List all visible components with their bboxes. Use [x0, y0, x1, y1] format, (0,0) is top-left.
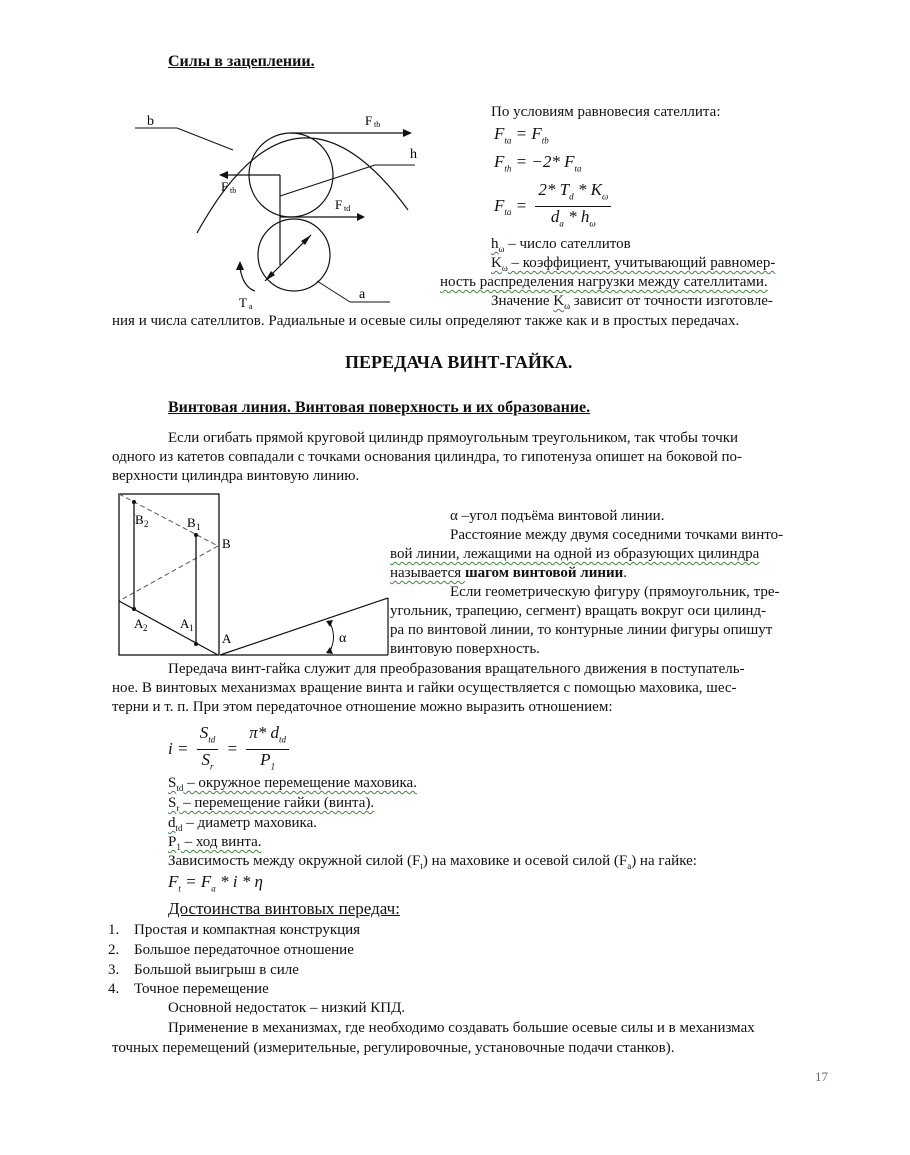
formula-eq2: $F_{th} = -2*$ $F_{ta}$ — [494, 152, 582, 174]
def-k-symbol: K — [491, 255, 502, 271]
planetary-force-diagram — [125, 95, 425, 310]
dep-text2: ) на маховике и осевой силой (F — [422, 853, 628, 869]
svg-text:tb: tb — [230, 186, 237, 195]
def-h-symbol: h — [491, 236, 499, 252]
para2-text3c: . — [623, 565, 628, 581]
svg-text:A: A — [134, 616, 144, 631]
formula-eq3: $F_{ta}$ = $\frac{2* T_d * K_\omega}{d_a * h_\omega}$ — [494, 180, 615, 234]
dep-sub2: a — [627, 861, 632, 871]
svg-text:A: A — [222, 631, 232, 646]
para3-line3: ра по винтовой линии, то контурные линии фигуры опишут — [390, 622, 773, 638]
dep-text3: ) на гайке: — [631, 853, 697, 869]
value-k-sub: ω — [564, 301, 571, 311]
def-sub: 1 — [176, 842, 181, 852]
para2-text3a: называется — [390, 565, 465, 581]
force-formula: $F_t = F_a * i * \eta$ — [168, 872, 263, 894]
eq3-lhs-sub: ta — [504, 207, 512, 218]
svg-text:B: B — [222, 536, 231, 551]
svg-text:B: B — [135, 512, 144, 527]
eq2-lhs: F — [494, 152, 505, 171]
ratio-f1-den: S — [201, 750, 210, 770]
force-tail: * i * η — [215, 872, 263, 891]
svg-text:1: 1 — [196, 522, 201, 532]
helix-pitch-term: шагом винтовой линии — [464, 565, 624, 581]
para1-line2: одного из катетов совпадали с точками основания цилиндра, то гипотенуза опишет на боковой по- — [112, 449, 743, 465]
svg-text:1: 1 — [189, 623, 194, 633]
section-title-gear-forces: Силы в зацеплении. — [168, 53, 315, 70]
svg-text:a: a — [249, 302, 253, 310]
def-sub: td — [175, 823, 183, 833]
application-line1: Применение в механизмах, где необходимо создавать большие осевые силы и в механизмах — [168, 1020, 755, 1036]
advantage-item — [108, 960, 299, 980]
page-number: 17 — [815, 1069, 828, 1084]
svg-text:T: T — [239, 295, 247, 310]
ratio-f1-num-sub: td — [208, 734, 216, 745]
def-k-sub: ω — [501, 263, 508, 273]
item-text: Простая и компактная конструкция — [134, 922, 361, 938]
ratio-lhs: i — [168, 738, 173, 758]
value-k-1a: Значение — [491, 293, 554, 309]
eq1-rhs: F — [531, 124, 542, 143]
eq3-den2-sub: ω — [589, 218, 596, 229]
application-line2: точных перемещений (измерительные, регулировочные, установочные подачи станков). — [112, 1040, 675, 1056]
svg-text:F: F — [335, 197, 343, 212]
para2-line2: вой линии, лежащими на одной из образующих цилиндра — [390, 546, 760, 562]
eq1-lhs-sub: ta — [504, 135, 512, 146]
eq3-num: 2* T — [538, 180, 570, 199]
advantages-title: Достоинства винтовых передач: — [168, 899, 400, 918]
ratio-f2-den: P — [260, 750, 271, 770]
para2-line1 — [450, 525, 783, 545]
def-h-text: – число сателлитов — [504, 236, 631, 252]
svg-text:2: 2 — [143, 623, 148, 633]
item-text: Большой выигрыш в силе — [134, 962, 299, 978]
eq3-den: d — [550, 207, 560, 227]
para2-text1: Расстояние между двумя соседними точками винто- — [450, 527, 784, 543]
def-k-line2: ность распределения нагрузки между сателлитами. — [440, 274, 768, 290]
advantage-item — [108, 940, 354, 960]
svg-text:B: B — [187, 515, 196, 530]
svg-text:2: 2 — [144, 519, 149, 529]
eq1-lhs: F — [494, 124, 505, 143]
eq3-fraction — [535, 180, 611, 234]
ratio-fraction1 — [197, 723, 219, 777]
subtitle-helix: Винтовая линия. Винтовая поверхность и их образование. — [168, 399, 591, 416]
para1-line1: Если огибать прямой круговой цилиндр прямоугольным треугольником, так чтобы точки — [168, 430, 739, 446]
svg-text:td: td — [344, 204, 351, 213]
svg-text:b: b — [147, 114, 154, 129]
ratio-f2-num: π* d — [249, 723, 279, 742]
svg-text:α: α — [339, 631, 347, 646]
ratio-f2-den-sub: 1 — [270, 761, 276, 772]
svg-text:F: F — [221, 179, 229, 194]
ratio-formula: i = $\frac{S_{td}}{S_r}$ = $\frac{\pi* d_{td}}{P_1}$ — [168, 723, 293, 777]
eq1-rhs-sub: tb — [541, 135, 549, 146]
para1-line3: верхности цилиндра винтовую линию. — [112, 468, 360, 484]
svg-text:h: h — [410, 147, 417, 162]
item-number: 3. — [108, 962, 120, 978]
eq3-den-sub: a — [559, 218, 564, 229]
eq3-num2-sub: ω — [601, 191, 609, 202]
para4-line2: ное. В винтовых механизмах вращение винта и гайки осуществляется с помощью маховика, шес- — [112, 680, 737, 696]
para3-line1: Если геометрическую фигуру (прямоугольник, тре- — [450, 584, 780, 600]
def-text: – ход винта. — [180, 834, 262, 850]
helix-diagram — [110, 490, 395, 660]
eq2-rhs: −2* F — [531, 152, 575, 171]
item-number: 4. — [108, 981, 120, 997]
def-text: – перемещение гайки (винта). — [179, 795, 375, 811]
para3-line2: угольник, трапецию, сегмент) вращать вокруг оси цилинд- — [390, 603, 767, 619]
value-k-symbol: K — [553, 293, 565, 309]
def-k-text1: – коэффициент, учитывающий равномер- — [507, 255, 776, 271]
item-text: Большое передаточное отношение — [134, 942, 354, 958]
main-drawback: Основной недостаток – низкий КПД. — [168, 1000, 406, 1016]
eq2-lhs-sub: th — [504, 163, 512, 174]
force-lhs: F — [168, 872, 179, 891]
def-sub: td — [176, 783, 184, 793]
force-rhs: F — [200, 872, 212, 891]
def-text: – окружное перемещение маховика. — [183, 775, 417, 791]
eq2-rhs-sub: ta — [574, 163, 582, 174]
section-title-screw-nut: ПЕРЕДАЧА ВИНТ-ГАЙКА. — [345, 352, 573, 372]
svg-text:tb: tb — [374, 120, 381, 129]
def-sub: r — [176, 803, 180, 813]
ratio-f1-num: S — [199, 723, 209, 742]
dep-text1: Зависимость между окружной силой (F — [168, 853, 421, 869]
advantage-item — [108, 920, 360, 940]
eq3-num2: * K — [573, 180, 602, 199]
svg-text:A: A — [180, 616, 190, 631]
eq3-den2: * h — [563, 207, 590, 227]
item-number: 1. — [108, 922, 120, 938]
advantage-item — [108, 979, 269, 999]
eq3-num-sub: d — [569, 191, 574, 202]
force-lhs-sub: t — [178, 883, 181, 894]
def-symbol: d — [168, 815, 176, 831]
svg-text:F: F — [365, 113, 373, 128]
alpha-definition: α –угол подъёма винтовой линии. — [450, 508, 665, 524]
item-number: 2. — [108, 942, 120, 958]
dep-sub1: t — [420, 861, 423, 871]
svg-text:a: a — [359, 287, 366, 302]
para2-line3 — [390, 563, 627, 583]
def-text: – диаметр маховика. — [182, 815, 318, 831]
formula-eq1: $F_{ta} = F_{tb}$ — [494, 124, 549, 146]
force-rhs-sub: a — [211, 883, 216, 894]
ratio-f1-den-sub: r — [209, 761, 214, 772]
def-symbol: S — [168, 795, 177, 811]
para4-line1: Передача винт-гайка служит для преобразования вращательного движения в поступатель- — [168, 661, 745, 677]
eq3-lhs: F — [494, 195, 505, 215]
ratio-f2-num-sub: td — [279, 734, 287, 745]
para4-line3: терни и т. п. При этом передаточное отношение можно выразить отношением: — [112, 699, 613, 715]
def-symbol: P — [168, 834, 177, 850]
ratio-fraction2 — [246, 723, 289, 777]
value-k-1c: зависит от точности изготовле- — [570, 293, 773, 309]
item-text: Точное перемещение — [134, 981, 269, 997]
def-symbol: S — [168, 775, 177, 791]
para3-line4: винтовую поверхность. — [390, 641, 540, 657]
def-h-sub: ω — [498, 244, 505, 254]
value-k-line2: ния и числа сателлитов. Радиальные и осевые силы определяют также как и в простых передачах. — [112, 313, 740, 329]
equilibrium-intro: По условиям равновесия сателлита: — [491, 104, 721, 120]
